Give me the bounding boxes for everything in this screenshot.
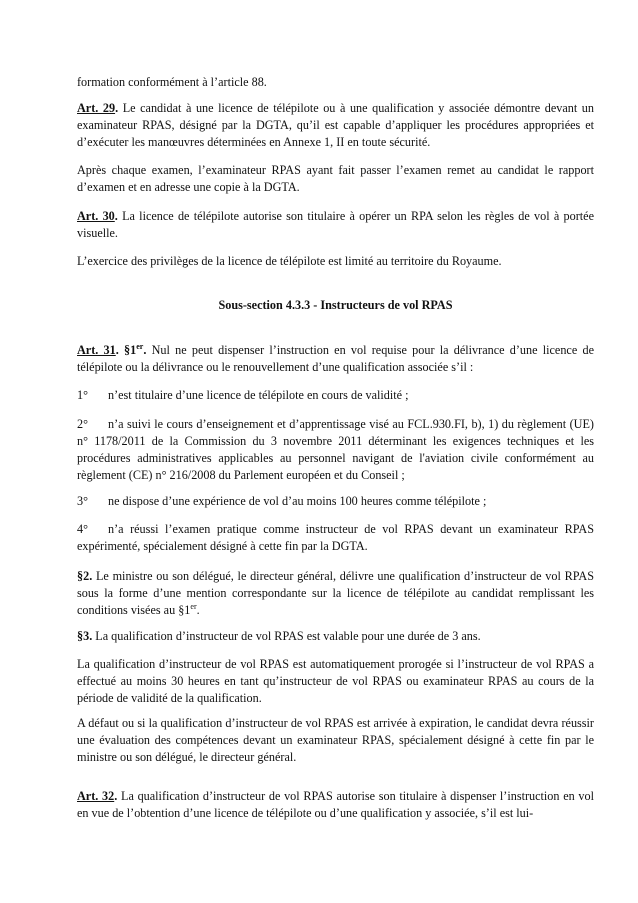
paragraph-prorogee: La qualification d’instructeur de vol RPAS est automatiquement prorogée si l’instructeur de vol RPAS a effectué au moins 30 heures en tant qu’instructeur de vol RPAS ou examinateur RPAS au cours de la période de validité de la qualification. [77,657,594,705]
article-30-text: La licence de télépilote autorise son titulaire à opérer un RPA selon les règles de vol à portée visuelle. [77,209,594,240]
paragraph-3-label: §3. [77,629,93,643]
article-32-label: Art. 32 [77,789,115,803]
article-29-text: Le candidat à une licence de télépilote ou à une qualification y associée démontre devant un examinateur RPAS, désigné par la DGTA, qu’il est capable d’appliquer les procédures appropriées et d’exécuter les manœuvres déterminées en Annexe 1, II en toute sécurité. [77,101,594,149]
list-item-3 [77,493,594,510]
section-heading: Sous-section 4.3.3 - Instructeurs de vol RPAS [218,298,453,312]
list-item-text: n’est titulaire d’une licence de télépilote en cours de validité ; [108,388,409,402]
list-item-1 [77,387,594,404]
list-item-number: 4° [77,522,88,536]
article-29: Art. 29. Le candidat à une licence de télépilote ou à une qualification y associée démontre devant un examinateur RPAS, désigné par la DGTA, qu’il est capable d’appliquer les procédures appropriées et d’exécuter les manœuvres déterminées en Annexe 1, II en toute sécurité. [77,101,594,149]
paragraph-2-text: Le ministre ou son délégué, le directeur général, délivre une qualification d’instructeur de vol RPAS sous la forme d’une mention correspondante sur la licence de télépilote au candidat remplissant les conditions visées au §1 [77,569,594,617]
list-item-number: 1° [77,388,88,402]
article-30: Art. 30. La licence de télépilote autorise son titulaire à opérer un RPA selon les règles de vol à portée visuelle. [77,209,594,240]
article-32-text: La qualification d’instructeur de vol RPAS autorise son titulaire à dispenser l’instruction en vol en vue de l’obtention d’une licence de télépilote ou d’une qualification y associée, s’il est lui- [77,789,594,820]
article-31-intro-text: Nul ne peut dispenser l’instruction en vol requise pour la délivrance d’une licence de télépilote ou la délivrance ou le renouvellement d’une qualification associée s’il : [77,343,594,374]
list-item-2 [77,416,594,484]
article-29-label: Art. 29 [77,101,116,115]
list-item-text: ne dispose d’une expérience de vol d’au moins 100 heures comme télépilote ; [108,494,487,508]
paragraph-2-label: §2. [77,569,93,583]
list-item-text: n’a réussi l’examen pratique comme instructeur de vol RPAS devant un examinateur RPAS expérimenté, spécialement désigné à cette fin par la DGTA. [77,522,594,553]
list-item-number: 2° [77,417,88,431]
list-item-4 [77,521,594,555]
paragraph-defaut: A défaut ou si la qualification d’instructeur de vol RPAS est arrivée à expiration, le candidat devra réussir une évaluation des compétences devant un examinateur RPAS, spécialement désigné à cette fin par le ministre ou son délégué, le directeur général. [77,716,594,764]
paragraph-3-text: La qualification d’instructeur de vol RPAS est valable pour une durée de 3 ans. [92,629,481,643]
article-31-label: Art. 31 [77,343,116,357]
list-item-text: n’a suivi le cours d’enseignement et d’apprentissage visé au FCL.930.FI, b), 1) du règlement (UE) n° 1178/2011 de la Commission du 3 novembre 2011 déterminant les exigences techniques et les procédures administratives applicables au personnel navigant de l'aviation civile conformément au règlement (CE) n° 216/2008 du Parlement européen et du Conseil ; [77,417,594,482]
continuation-paragraph: formation conformément à l’article 88. [77,75,267,89]
list-item-number: 3° [77,494,88,508]
article-30-label: Art. 30 [77,209,115,223]
article-32: Art. 32. La qualification d’instructeur de vol RPAS autorise son titulaire à dispenser l’instruction en vol en vue de l’obtention d’une licence de télépilote ou d’une qualification y associée, s’il est lui- [77,789,594,820]
article-31-paragraph-3 [77,628,594,645]
paragraph-apres-examen: Après chaque examen, l’examinateur RPAS ayant fait passer l’examen remet au candidat le rapport d’examen et en adresse une copie à la DGTA. [77,163,594,194]
paragraph-exercice: L’exercice des privilèges de la licence de télépilote est limité au territoire du Royaume. [77,254,502,268]
article-31-paragraph-1-label: §1er. [124,342,147,357]
article-31-paragraph-2: §2. Le ministre ou son délégué, le directeur général, délivre une qualification d’instructeur de vol RPAS sous la forme d’une mention correspondante sur la licence de télépilote au candidat remplissant les conditions visées au §1er. [77,569,594,617]
article-31-intro: Art. 31. §1er. Nul ne peut dispenser l’instruction en vol requise pour la délivrance d’une licence de télépilote ou la délivrance ou le renouvellement d’une qualification associée s’il : [77,342,594,374]
